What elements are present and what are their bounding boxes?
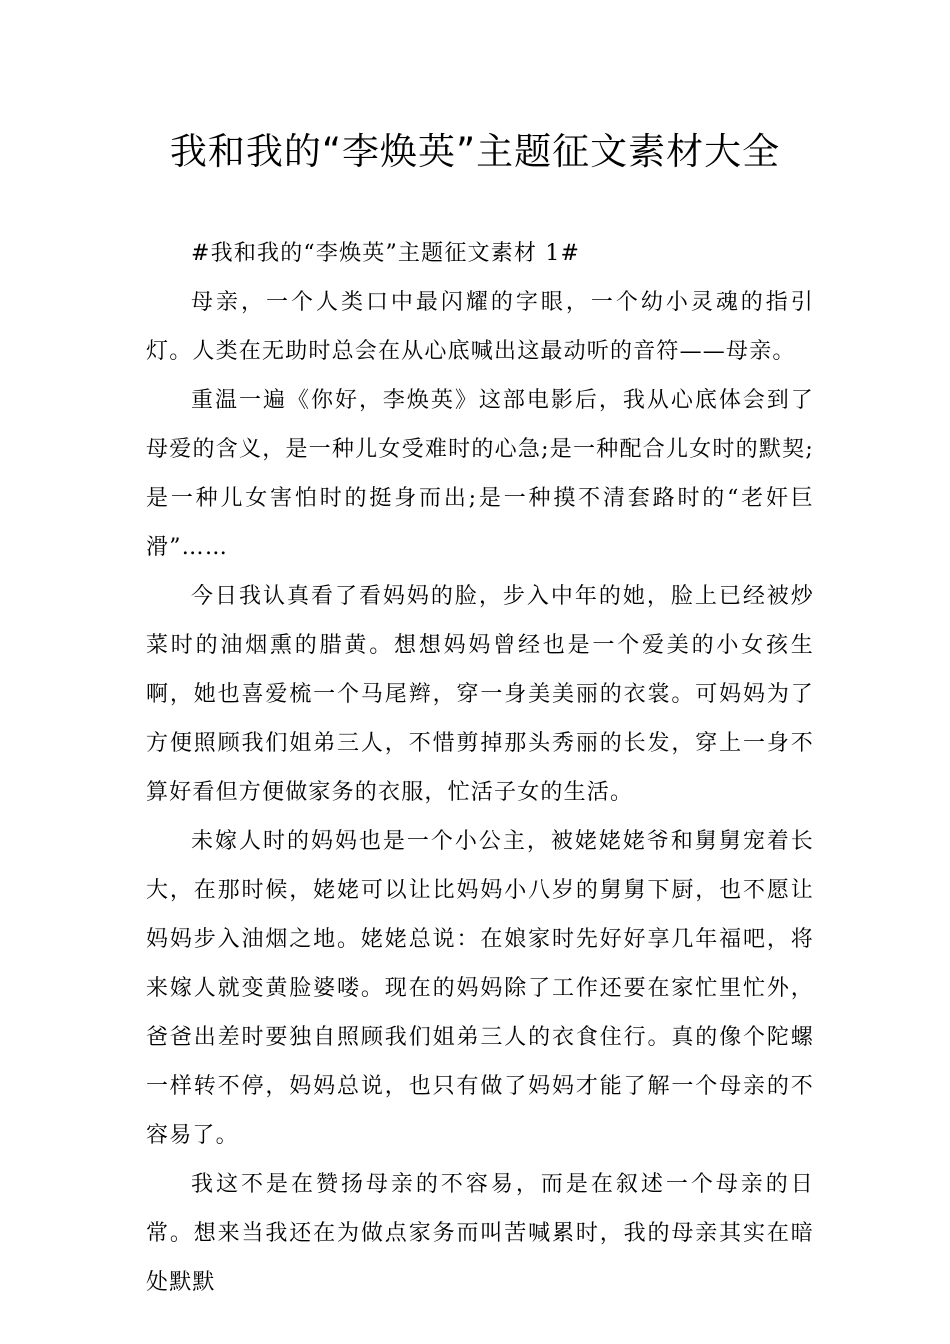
- section-heading: #我和我的“李焕英”主题征文素材 1#: [191, 241, 581, 266]
- paragraph-4: 未嫁人时的妈妈也是一个小公主，被姥姥姥爷和舅舅宠着长大，在那时候，姥姥可以让比妈妈小八岁的舅舅下厨，也不愿让妈妈步入油烟之地。姥姥总说：在娘家时先好好享几年福吧，将来嫁人就变黄脸婆喽。现在的妈妈除了工作还要在家忙里忙外，爸爸出差时要独自照顾我们姐弟三人的衣食住行。真的像个陀螺一样转不停，妈妈总说，也只有做了妈妈才能了解一个母亲的不容易了。: [146, 829, 814, 1148]
- paragraph-1: 母亲，一个人类口中最闪耀的字眼，一个幼小灵魂的指引灯。人类在无助时总会在从心底喊出这最动听的音符——母亲。: [146, 290, 814, 364]
- document-body: [146, 229, 814, 1307]
- paragraph-5: 我这不是在赞扬母亲的不容易，而是在叙述一个母亲的日常。想来当我还在为做点家务而叫苦喊累时，我的母亲其实在暗处默默: [146, 1172, 814, 1295]
- paragraph-2: 重温一遍《你好，李焕英》这部电影后，我从心底体会到了母爱的含义，是一种儿女受难时的心急;是一种配合儿女时的默契;是一种儿女害怕时的挺身而出;是一种摸不清套路时的“老奸巨滑”……: [146, 388, 814, 560]
- document-title: 我和我的“李焕英”主题征文素材大全: [169, 130, 781, 173]
- paragraph-3: 今日我认真看了看妈妈的脸，步入中年的她，脸上已经被炒菜时的油烟熏的腊黄。想想妈妈曾经也是一个爱美的小女孩生啊，她也喜爱梳一个马尾辫，穿一身美美丽的衣裳。可妈妈为了方便照顾我们姐弟三人，不惜剪掉那头秀丽的长发，穿上一身不算好看但方便做家务的衣服，忙活子女的生活。: [146, 584, 814, 805]
